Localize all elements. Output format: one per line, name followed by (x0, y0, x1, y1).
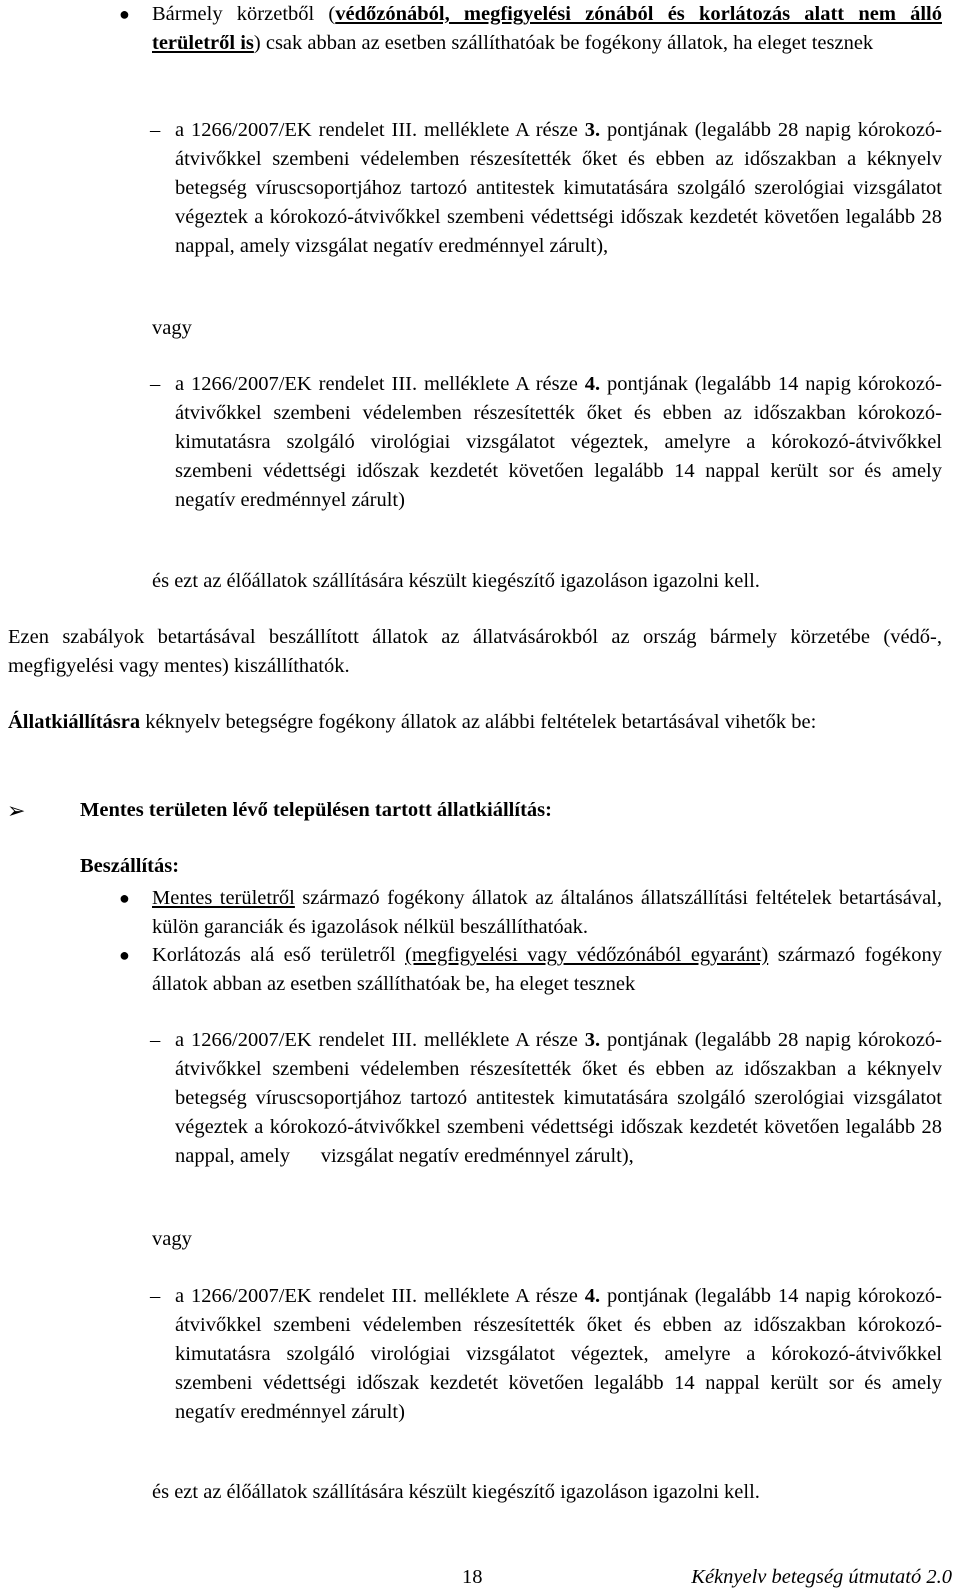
bullet-icon: ● (119, 888, 130, 908)
dash-icon: – (150, 119, 161, 141)
dash-item-1: a 1266/2007/EK rendelet III. melléklete A része 3. pontjának (legalább 28 napig kórokozó-átvivőkkel szembeni védelemben részesítették őket és ebben az időszakban a kéknyelv betegség víruscsoportjához tartozó antitestek kimutatására szolgáló szerológiai vizsgálatot végeztek a kórokozó-átvivőkkel szembeni védettségi időszak kezdetét követően legalább 28 nappal, amely vizsgálat negatív eredménnyel zárult), (175, 119, 942, 257)
bullet-paragraph-1: Bármely körzetből (védőzónából, megfigyelési zónából és korlátozás alatt nem álló területről is) csak abban az esetben szállíthatóak be fogékony állatok, ha eleget tesznek (152, 3, 942, 54)
bullet-icon: ● (119, 4, 130, 24)
arrow-bullet-icon: ➢ (7, 798, 26, 823)
dash-icon: – (150, 1285, 161, 1307)
footer-title: Kéknyelv betegség útmutató 2.0 (691, 1566, 952, 1588)
bullet-paragraph-3: Korlátozás alá eső területről (megfigyelési vagy védőzónából egyaránt) származó fogékony állatok abban az esetben szállíthatóak be, ha eleget tesznek (152, 944, 942, 995)
dash-item-4: a 1266/2007/EK rendelet III. melléklete A része 4. pontjának (legalább 14 napig kórokozó-átvivőkkel szembeni védelemben részesítették őket és ebben az időszakban kórokozó-kimutatásra szolgáló virológiai vizsgálatot végeztek, amelyre a kórokozó-átvivőkkel szembeni védettségi időszak kezdetét követően legalább 14 nappal került sor és amely negatív eredménnyel zárult) (175, 1285, 942, 1423)
section-heading: Mentes területen lévő településen tartott állatkiállítás: (80, 799, 552, 821)
subheading: Beszállítás: (80, 855, 180, 877)
bullet-icon: ● (119, 945, 130, 965)
dash-item-3: a 1266/2007/EK rendelet III. melléklete A része 3. pontjának (legalább 28 napig kórokozó-átvivőkkel szembeni védelemben részesítették őket és ebben az időszakban a kéknyelv betegség víruscsoportjához tartozó antitestek kimutatására szolgáló szerológiai vizsgálatot végeztek a kórokozó-átvivőkkel szembeni védettségi időszak kezdetét követően legalább 28 nappal, amely vizsgálat negatív eredménnyel zárult), (175, 1029, 948, 1167)
dash-icon: – (150, 1029, 161, 1051)
certificate-note-1: és ezt az élőállatok szállítására készült kiegészítő igazoláson igazolni kell. (152, 570, 760, 592)
vagy-2: vagy (152, 1228, 192, 1250)
bullet-paragraph-2: Mentes területről származó fogékony állatok az általános állatszállítási feltételek betartásával, külön garanciák és igazolások nélkül beszállíthatóak. (152, 887, 943, 938)
page-number: 18 (462, 1566, 483, 1588)
paragraph-exhibition: Állatkiállításra kéknyelv betegségre fogékony állatok az alábbi feltételek betartásával vihetők be: (8, 711, 817, 733)
dash-item-2: a 1266/2007/EK rendelet III. melléklete A része 4. pontjának (legalább 14 napig kórokozó-átvivőkkel szembeni védelemben részesítették őket és ebben az időszakban kórokozó-kimutatásra szolgáló virológiai vizsgálatot végeztek, amelyre a kórokozó-átvivőkkel szembeni védettségi időszak kezdetét követően legalább 14 nappal került sor és amely negatív eredménnyel zárult) (175, 373, 942, 511)
vagy-1: vagy (152, 317, 192, 339)
dash-icon: – (150, 373, 161, 395)
certificate-note-2: és ezt az élőállatok szállítására készült kiegészítő igazoláson igazolni kell. (152, 1481, 760, 1503)
paragraph-market: Ezen szabályok betartásával beszállított állatok az állatvásárokból az ország bármely körzetébe (védő-, megfigyelési vagy mentes) kiszállíthatók. (8, 626, 942, 677)
